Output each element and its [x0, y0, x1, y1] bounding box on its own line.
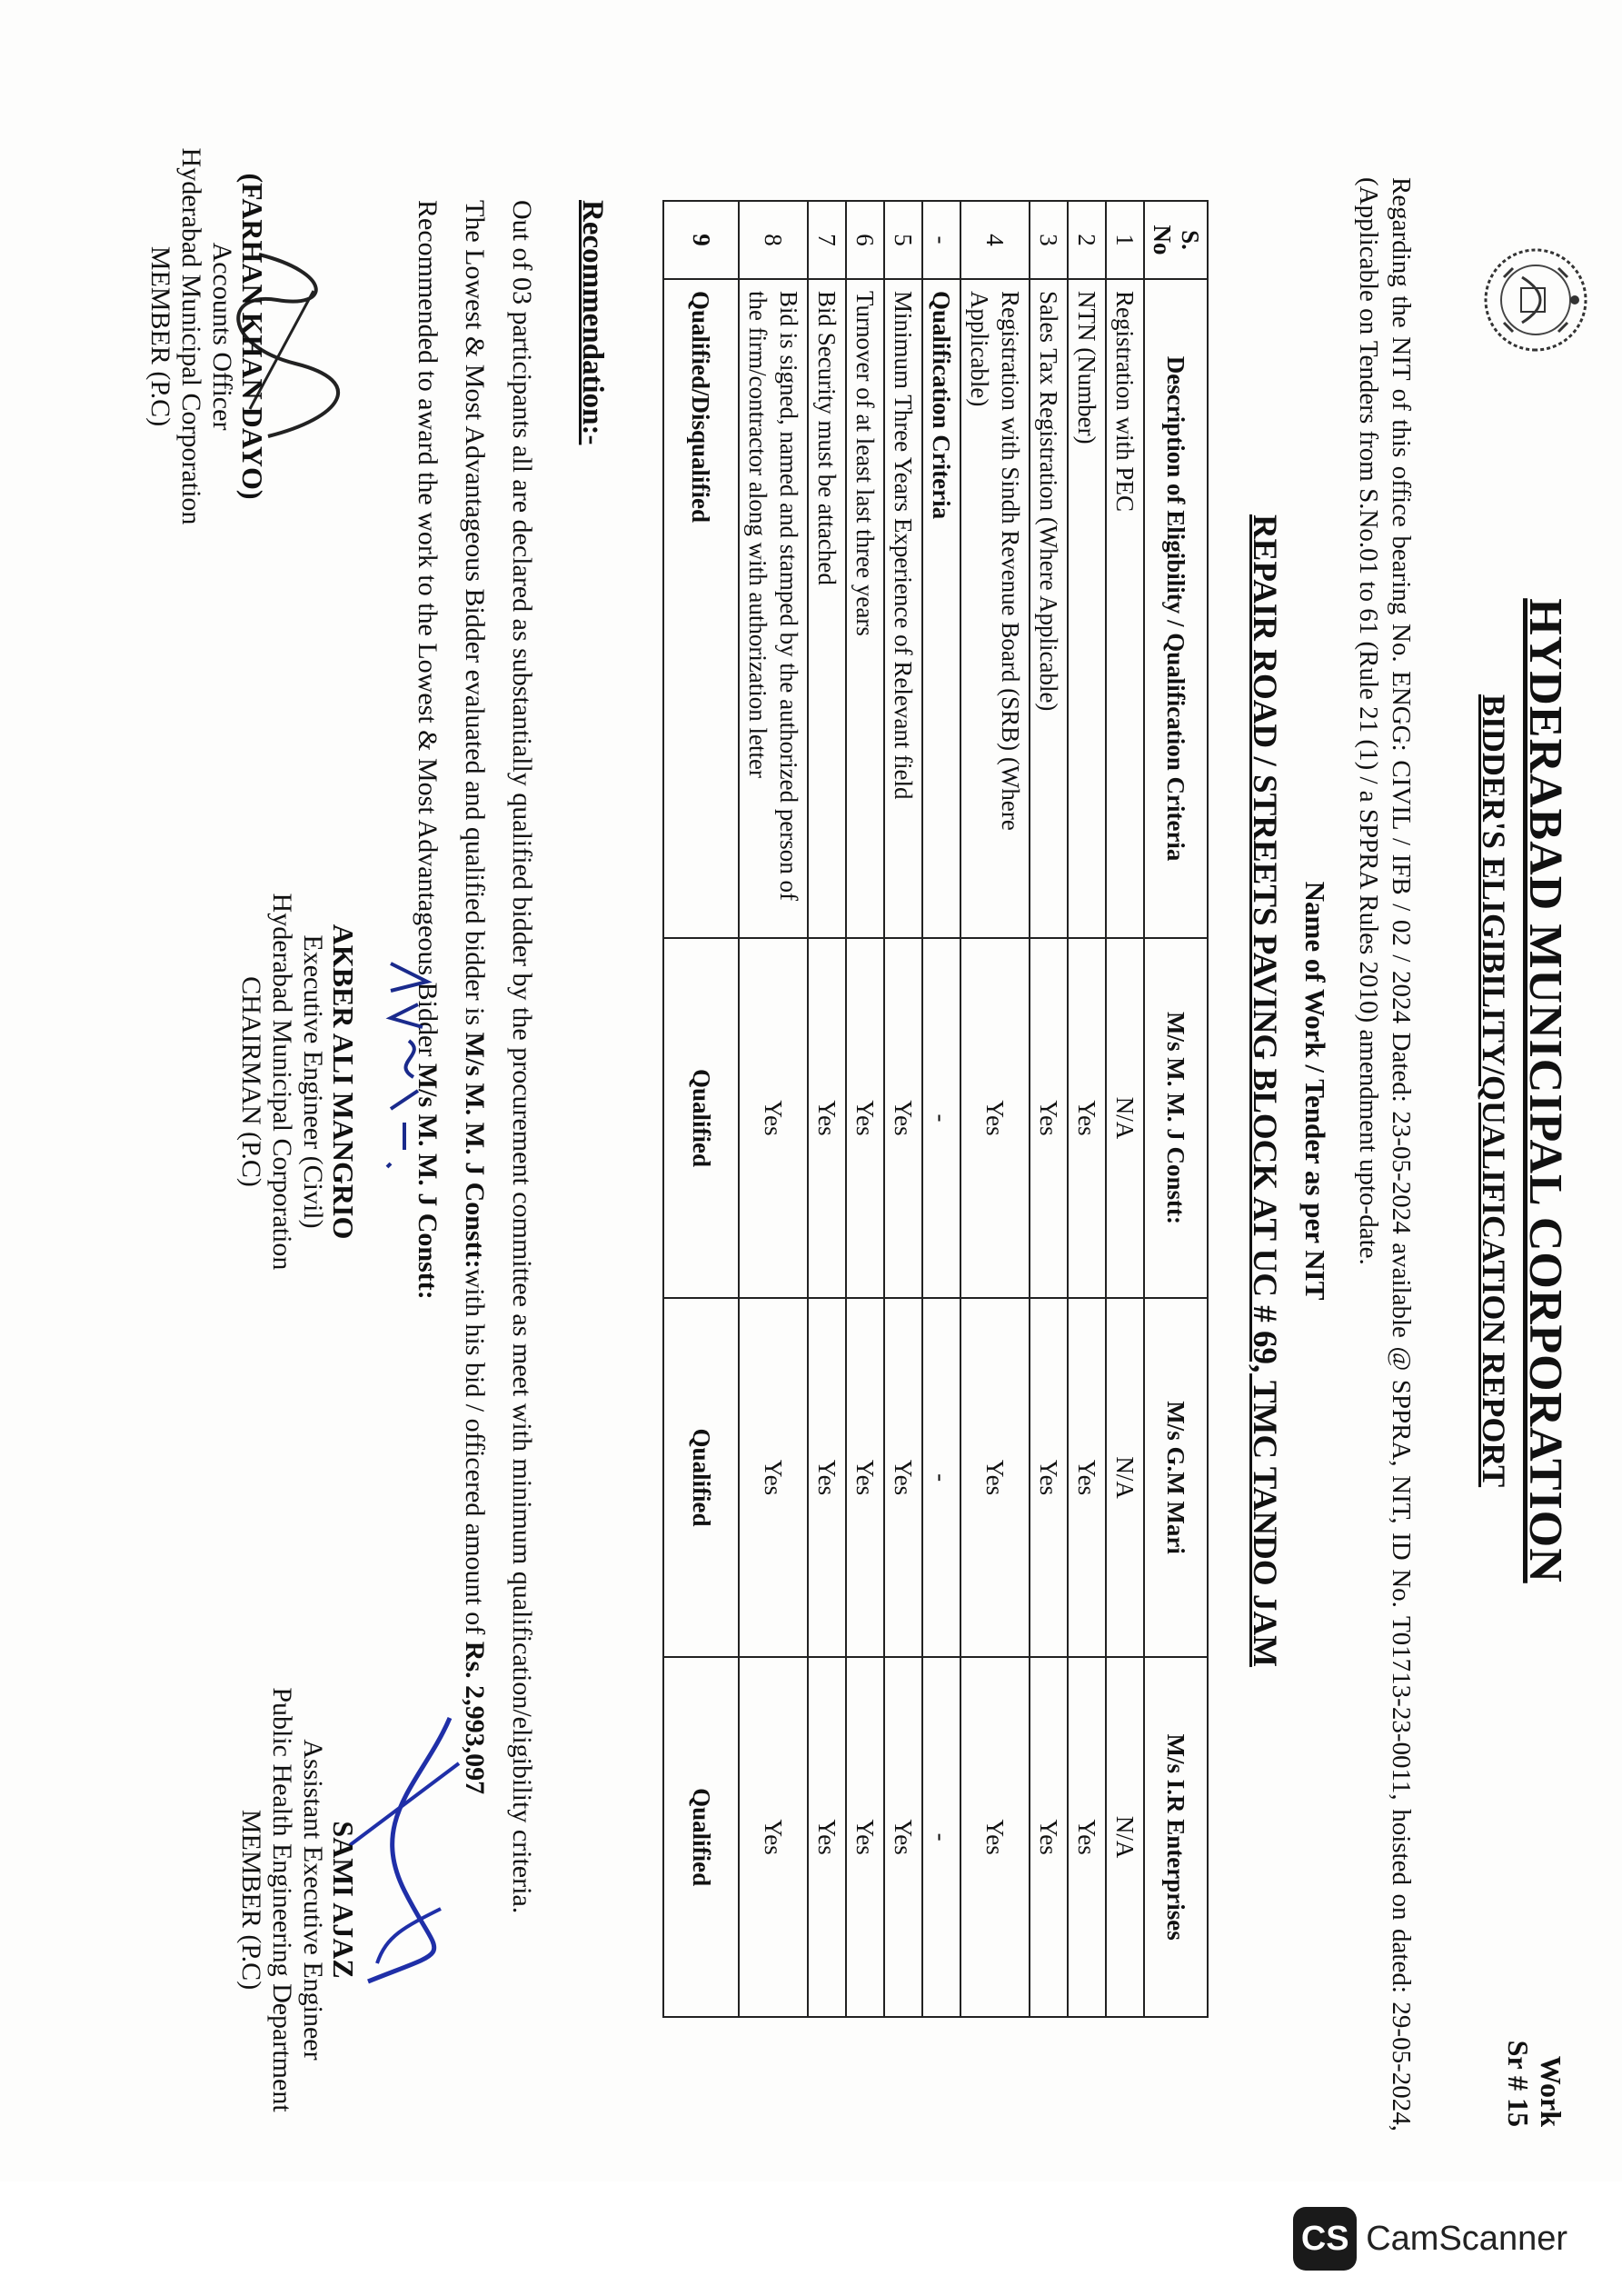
cell-description: Turnover of at least last three years — [846, 279, 884, 938]
cell-description: Sales Tax Registration (Where Applicable) — [1030, 279, 1068, 938]
cell-value: Yes — [739, 1657, 808, 2017]
header-description: Description of Eligibility / Qualification Criteria — [1144, 279, 1208, 938]
signatory-assistant-executive-engineer — [235, 1645, 359, 2154]
recommendation-heading: Recommendation:- — [576, 200, 609, 445]
signatory-role: MEMBER (P.C) — [145, 245, 175, 427]
table-row — [739, 201, 808, 2017]
eligibility-table — [662, 200, 1209, 2018]
table-row — [808, 201, 846, 2017]
cell-value: Yes — [960, 938, 1030, 1298]
cell-value: Yes — [884, 1298, 922, 1658]
signatory-executive-engineer — [235, 873, 359, 1291]
sr-number: Sr # 15 — [1502, 2040, 1535, 2127]
cell-value: N/A — [1106, 1657, 1144, 2017]
cell-value: - — [922, 1298, 960, 1658]
table-row — [922, 201, 960, 2017]
cell-sno: 3 — [1030, 201, 1068, 279]
signatory-name: SAMI AJAZ — [327, 1821, 360, 1979]
cell-sno: 5 — [884, 201, 922, 279]
work-label: Work — [1535, 2055, 1567, 2127]
work-name: REPAIR ROAD / STREETS PAVING BLOCK AT UC # 69, TMC TANDO JAM — [1246, 514, 1283, 1668]
cell-value: Yes — [808, 938, 846, 1298]
table-row — [1106, 201, 1144, 2017]
signatory-name: (FARHAN KHAN DAYO) — [236, 173, 269, 500]
cell-value: Yes — [1030, 1657, 1068, 2017]
bid-amount: Rs. 2,993,097 — [460, 1641, 490, 1795]
report-title: BIDDER'S ELIGIBILITY/QUALIFICATION REPORT — [1476, 694, 1512, 1488]
cell-value: Qualified — [663, 1298, 739, 1658]
cell-value: Yes — [739, 1298, 808, 1658]
cell-value: Yes — [739, 938, 808, 1298]
cell-description: Bid Security must be attached — [808, 279, 846, 938]
cell-sno: - — [922, 201, 960, 279]
cell-sno: 9 — [663, 201, 739, 279]
cell-value: N/A — [1106, 1298, 1144, 1658]
cell-sno: 2 — [1068, 201, 1106, 279]
signatory-role: CHAIRMAN (P.C) — [236, 976, 266, 1187]
cell-description: Bid is signed, named and stamped by the authorized person of the firm/contractor along with authorization letter — [739, 279, 808, 938]
recommendation-paragraph-1: Out of 03 participants all are declared as substantially qualified bidder by the procurement committee as meet with minimum qualification/eligibility criteria. — [507, 200, 537, 1914]
camscanner-text: CamScanner — [1366, 2219, 1567, 2258]
text: with his bid / officered amount of — [460, 1268, 490, 1642]
cell-value: Yes — [808, 1298, 846, 1658]
signatory-name: AKBER ALI MANGRIO — [327, 923, 360, 1240]
cell-description: Qualification Criteria — [922, 279, 960, 938]
table-row-result — [663, 201, 739, 2017]
signatory-title: Executive Engineer (Civil) — [298, 934, 328, 1229]
cell-value: Yes — [808, 1657, 846, 2017]
nit-reference-paragraph: Regarding the NIT of this office bearing No. ENGG: CIVIL / IFB / 02 / 2024 Dated: 23-05-2024 available @ SPPRA, NIT, ID No. T01713-23-0011, hoisted on dated: 29-05-2024, (Applicable on Tenders from S.No.01 to 61 (Rule 21 (1) / a SPPRA Rules 2010) amendment upto-date. — [1354, 177, 1416, 2131]
header-bidder-1: M/s M. M. J Constt: — [1144, 938, 1208, 1298]
cell-description: Registration with Sindh Revenue Board (SRB) (Where Applicable) — [960, 279, 1030, 938]
cell-value: Yes — [960, 1657, 1030, 2017]
table-header-row — [1144, 201, 1208, 2017]
header-sno: S. No — [1144, 201, 1208, 279]
cell-sno: 1 — [1106, 201, 1144, 279]
cell-value: Yes — [1030, 1298, 1068, 1658]
signatory-title: Assistant Executive Engineer — [298, 1739, 328, 2061]
cell-value: Qualified — [663, 1657, 739, 2017]
cell-description: Registration with PEC — [1106, 279, 1144, 938]
cell-value: Yes — [846, 1657, 884, 2017]
cell-value: Yes — [1068, 1298, 1106, 1658]
header-bidder-3: M/s I.R Enterprises — [1144, 1657, 1208, 2017]
cell-value: Yes — [884, 1657, 922, 2017]
cell-value: Yes — [846, 938, 884, 1298]
cell-value: Yes — [846, 1298, 884, 1658]
cell-value: - — [922, 938, 960, 1298]
lowest-bidder-name: M/s M. M. J Constt: — [460, 1032, 490, 1269]
cell-value: Yes — [960, 1298, 1030, 1658]
cell-description: Qualified/Disqualified — [663, 279, 739, 938]
cell-value: Yes — [1068, 1657, 1106, 2017]
table-row — [960, 201, 1030, 2017]
cell-description: NTN (Number) — [1068, 279, 1106, 938]
signatory-accounts-officer — [144, 100, 268, 573]
camscanner-logo-icon: CS — [1293, 2207, 1357, 2271]
cell-sno: 8 — [739, 201, 808, 279]
cell-sno: 7 — [808, 201, 846, 279]
awarded-bidder-name: M/s M. M. J Constt: — [413, 1063, 443, 1300]
signatory-org: Hyderabad Municipal Corporation — [267, 893, 297, 1271]
cell-value: Yes — [884, 938, 922, 1298]
cell-sno: 6 — [846, 201, 884, 279]
cell-value: Yes — [1068, 938, 1106, 1298]
cell-sno: 4 — [960, 201, 1030, 279]
organization-title: HYDERABAD MUNICIPAL CORPORATION — [1519, 598, 1571, 1583]
cell-value: N/A — [1106, 938, 1144, 1298]
cell-value: - — [922, 1657, 960, 2017]
signatory-org: Public Health Engineering Department — [267, 1687, 297, 2112]
cell-description: Minimum Three Years Experience of Relevant field — [884, 279, 922, 938]
text: Recommended to award the work to the Lowest & Most Advantageous Bidder — [413, 200, 443, 1063]
table-row — [1068, 201, 1106, 2017]
table-row — [846, 201, 884, 2017]
cell-value: Yes — [1030, 938, 1068, 1298]
signatory-org: Hyderabad Municipal Corporation — [176, 147, 206, 525]
signatory-role: MEMBER (P.C) — [236, 1809, 266, 1991]
signature-akber-ali-mangrio — [363, 954, 445, 1191]
header-bidder-2: M/s G.M Mari — [1144, 1298, 1208, 1658]
signatory-title: Accounts Officer — [207, 242, 237, 431]
text: The Lowest & Most Advantageous Bidder evaluated and qualified bidder is — [460, 200, 490, 1033]
work-label-line: Name of Work / Tender as per NIT — [1299, 881, 1331, 1301]
camscanner-watermark — [1293, 2207, 1567, 2271]
table-row — [1030, 201, 1068, 2017]
table-row — [884, 201, 922, 2017]
cell-value: Qualified — [663, 938, 739, 1298]
